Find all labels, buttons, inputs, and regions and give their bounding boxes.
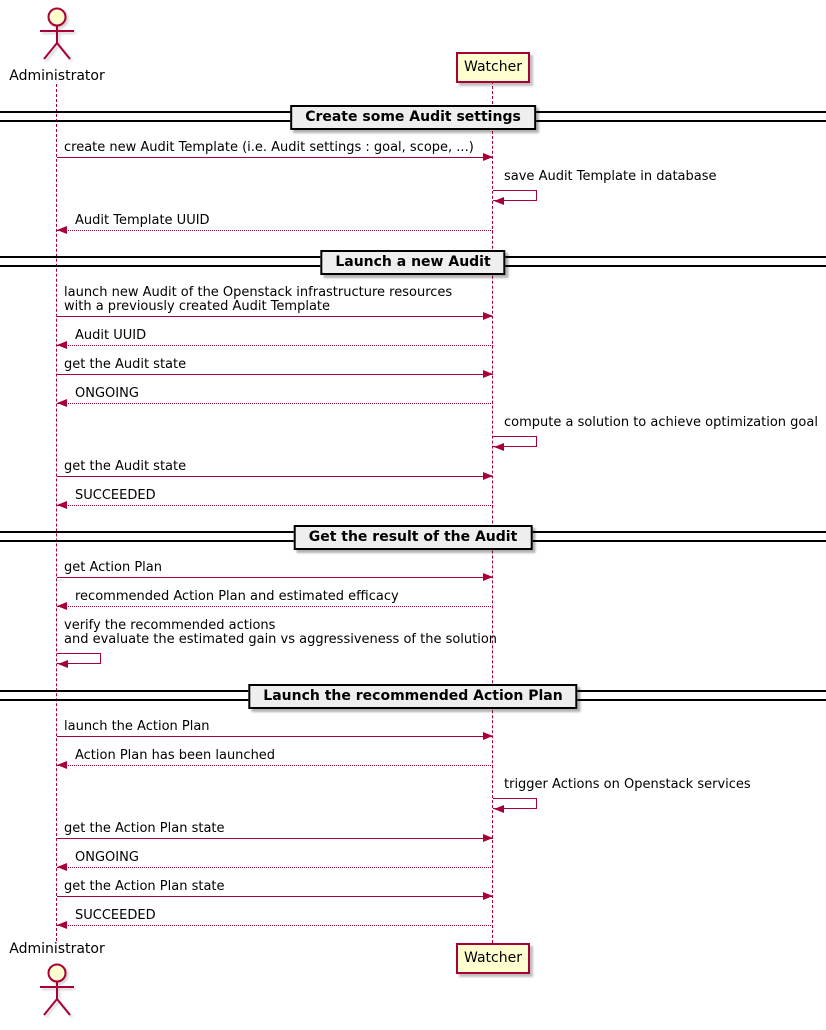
message-line [57,157,493,158]
arrowhead-left [494,443,504,451]
message-label: SUCCEEDED [75,908,156,923]
arrowhead-left [57,399,67,407]
message-label: Action Plan has been launched [75,748,276,763]
message-line [57,374,493,375]
arrowhead-right [483,472,493,480]
message-label: get Action Plan [64,560,162,575]
message-line [57,577,493,578]
message-label: get the Audit state [64,459,187,474]
arrowhead-left [57,921,67,929]
arrowhead-right [483,573,493,581]
watcher-lifeline [492,81,493,943]
section-divider-title: Launch the recommended Action Plan [248,684,577,709]
arrowhead-left [494,805,504,813]
message-label: Audit UUID [75,328,147,343]
message-line [57,505,493,506]
arrowhead-left [58,660,68,668]
arrowhead-right [483,370,493,378]
section-divider-title: Get the result of the Audit [294,525,533,550]
actor-stick-figure-icon [29,957,85,1023]
message-line [57,403,493,404]
actor-stick-figure-icon [29,4,85,64]
message-line [57,345,493,346]
message-label: Audit Template UUID [75,213,210,228]
participant-watcher-top: Watcher [456,52,530,83]
arrowhead-left [57,863,67,871]
arrowhead-left [57,761,67,769]
self-message-label: save Audit Template in database [504,169,717,184]
message-label: recommended Action Plan and estimated efficacy [75,589,399,604]
message-label: ONGOING [75,850,139,865]
message-label: create new Audit Template (i.e. Audit settings : goal, scope, ...) [64,140,474,155]
message-line [57,896,493,897]
message-label: launch new Audit of the Openstack infrastructure resources [64,285,453,300]
self-message-label: trigger Actions on Openstack services [504,777,751,792]
message-label: get the Action Plan state [64,821,225,836]
arrowhead-right [483,153,493,161]
administrator-label-bottom: Administrator [9,941,105,957]
arrowhead-right [483,834,493,842]
section-divider-title: Create some Audit settings [290,105,536,130]
arrowhead-left [57,341,67,349]
message-line [57,476,493,477]
message-line [57,316,493,317]
self-message-label: and evaluate the estimated gain vs aggressiveness of the solution [64,632,498,647]
participant-watcher-bottom: Watcher [456,943,530,974]
actor-administrator-top [7,4,107,84]
administrator-lifeline [56,84,57,941]
section-divider-title: Launch a new Audit [320,250,505,275]
message-line [57,765,493,766]
message-label: SUCCEEDED [75,488,156,503]
arrowhead-left [57,602,67,610]
arrowhead-left [57,226,67,234]
message-line [57,867,493,868]
message-label: get the Action Plan state [64,879,225,894]
message-line [57,838,493,839]
arrowhead-right [483,892,493,900]
message-label: ONGOING [75,386,139,401]
administrator-label-top: Administrator [9,68,105,84]
message-line [57,606,493,607]
message-label: with a previously created Audit Template [64,299,331,314]
arrowhead-left [57,501,67,509]
arrowhead-right [483,312,493,320]
message-line [57,736,493,737]
arrowhead-right [483,732,493,740]
arrowhead-left [494,197,504,205]
message-line [57,230,493,231]
message-line [57,925,493,926]
message-label: launch the Action Plan [64,719,210,734]
message-label: get the Audit state [64,357,187,372]
self-message-label: verify the recommended actions [64,618,276,633]
self-message-label: compute a solution to achieve optimization goal [504,415,818,430]
actor-administrator-bottom [7,941,107,1027]
